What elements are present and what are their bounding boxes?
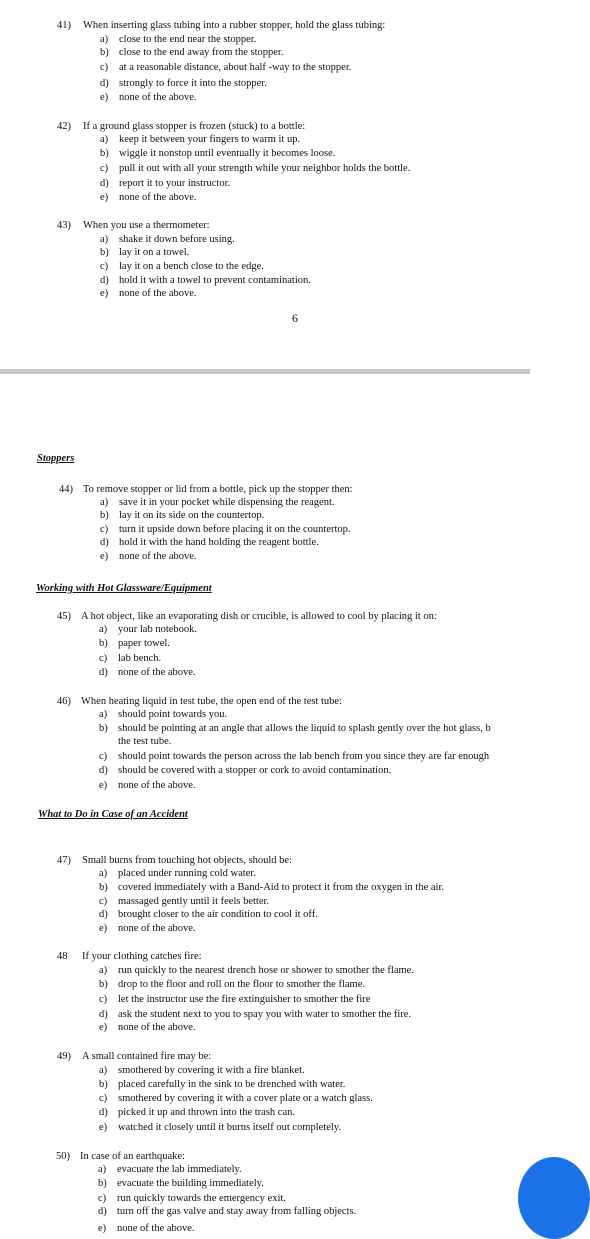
question-text: If your clothing catches fire: xyxy=(82,951,202,962)
question-number: 47) xyxy=(57,855,71,866)
option-text: wiggle it nonstop until eventually it becomes loose. xyxy=(119,148,336,159)
option-label: c) xyxy=(99,1093,108,1104)
option-text: your lab notebook. xyxy=(118,624,198,635)
option-text: turn off the gas valve and stay away from falling objects. xyxy=(117,1206,357,1217)
option-text: close to the end away from the stopper. xyxy=(119,47,284,58)
option-label: c) xyxy=(100,261,109,272)
section-heading-accident: What to Do in Case of an Accident xyxy=(38,809,188,820)
question-number: 43) xyxy=(57,220,71,231)
option-label: d) xyxy=(99,1107,108,1118)
option-text: none of the above. xyxy=(119,551,197,562)
option-label: d) xyxy=(100,178,109,189)
option-text: ask the student next to you to spay you with water to smother the fire. xyxy=(118,1009,412,1020)
option-label: a) xyxy=(100,234,109,245)
option-label: c) xyxy=(98,1193,107,1204)
option-text: none of the above. xyxy=(119,92,197,103)
option-text: at a reasonable distance, about half -way to the stopper. xyxy=(119,62,352,73)
question-text: When you use a thermometer: xyxy=(83,220,210,231)
option-text: should be covered with a stopper or cork to avoid contamination. xyxy=(118,765,392,776)
page-number: 6 xyxy=(292,311,298,325)
option-text: lay it on its side on the countertop. xyxy=(119,510,265,521)
option-text: hold it with a towel to prevent contamination. xyxy=(119,275,311,286)
option-label: e) xyxy=(99,780,108,791)
option-text: lay it on a bench close to the edge. xyxy=(119,261,264,272)
option-label: b) xyxy=(99,1079,108,1090)
option-text: turn it upside down before placing it on the countertop. xyxy=(119,524,351,535)
option-text: placed under running cold water. xyxy=(118,868,256,879)
option-label: d) xyxy=(100,275,109,286)
question-number: 49) xyxy=(57,1051,71,1062)
option-label: b) xyxy=(99,638,108,649)
option-label: e) xyxy=(99,1022,108,1033)
option-label: d) xyxy=(99,909,108,920)
option-text: shake it down before using. xyxy=(119,234,235,245)
option-text: none of the above. xyxy=(117,1223,195,1234)
option-text: should point towards the person across the lab bench from you since they are far enough xyxy=(118,751,490,762)
option-label: a) xyxy=(100,134,109,145)
option-label: a) xyxy=(99,709,108,720)
option-label: e) xyxy=(100,92,109,103)
option-text: should point towards you. xyxy=(118,709,228,720)
option-label: d) xyxy=(99,765,108,776)
option-text: brought closer to the air condition to cool it off. xyxy=(118,909,318,920)
option-text: run quickly towards the emergency exit. xyxy=(117,1193,286,1204)
option-label: d) xyxy=(100,537,109,548)
option-label: d) xyxy=(100,78,109,89)
option-text: keep it between your fingers to warm it up. xyxy=(119,134,301,145)
option-label: a) xyxy=(99,624,108,635)
option-label: c) xyxy=(100,163,109,174)
option-text: none of the above. xyxy=(118,1022,196,1033)
option-text: strongly to force it into the stopper. xyxy=(119,78,267,89)
question-number: 44) xyxy=(59,484,73,495)
question-number: 41) xyxy=(57,20,71,31)
question-text: To remove stopper or lid from a bottle, pick up the stopper then: xyxy=(83,484,353,495)
option-text: pull it out with all your strength while your neighbor holds the bottle. xyxy=(119,163,411,174)
option-label: b) xyxy=(100,510,109,521)
question-text: In case of an earthquake: xyxy=(80,1151,185,1162)
option-label: b) xyxy=(99,723,108,734)
question-number: 50) xyxy=(56,1151,70,1162)
option-label xyxy=(100,0,108,2)
floating-action-button[interactable] xyxy=(518,1157,590,1239)
option-label: a) xyxy=(100,497,109,508)
option-text: none of the above. xyxy=(119,192,197,203)
option-text: watched it closely until it burns itself out completely. xyxy=(118,1122,341,1133)
option-label: b) xyxy=(98,1178,107,1189)
option-label: e) xyxy=(98,1223,107,1234)
option-label: a) xyxy=(99,1065,108,1076)
cutoff-previous-option xyxy=(90,0,210,2)
question-number: 46) xyxy=(57,696,71,707)
option-text: covered immediately with a Band-Aid to protect it from the oxygen in the air. xyxy=(118,882,444,893)
option-label: d) xyxy=(99,667,108,678)
option-text: let the instructor use the fire extinguisher to smother the fire xyxy=(118,994,371,1005)
option-text: none of the above. xyxy=(118,923,196,934)
option-label: e) xyxy=(100,551,109,562)
option-label: b) xyxy=(100,47,109,58)
question-number: 45) xyxy=(57,611,71,622)
option-text: evacuate the lab immediately. xyxy=(117,1164,242,1175)
question-text: A hot object, like an evaporating dish or crucible, is allowed to cool by placing it on: xyxy=(81,611,437,622)
option-text: run quickly to the nearest drench hose or shower to smother the flame. xyxy=(118,965,414,976)
document-page-7 xyxy=(0,374,530,1239)
option-label: b) xyxy=(100,247,109,258)
option-text: drop to the floor and roll on the floor to smother the flame. xyxy=(118,979,365,990)
option-text: none of the above. xyxy=(118,780,196,791)
option-label: d) xyxy=(99,1009,108,1020)
option-text: none of the above. xyxy=(119,288,197,299)
option-text: lab bench. xyxy=(118,653,162,664)
option-label: b) xyxy=(100,148,109,159)
option-label: e) xyxy=(99,923,108,934)
option-text: none of the above. xyxy=(118,667,196,678)
option-text: report it to your instructor. xyxy=(119,178,231,189)
question-text: Small burns from touching hot objects, should be: xyxy=(82,855,292,866)
question-number: 42) xyxy=(57,121,71,132)
option-text: paper towel. xyxy=(118,638,170,649)
option-text: massaged gently until it feels better. xyxy=(118,896,270,907)
option-text: smothered by covering it with a fire blanket. xyxy=(118,1065,305,1076)
document-page-6 xyxy=(0,0,530,369)
option-label: b) xyxy=(99,882,108,893)
option-label: c) xyxy=(99,751,108,762)
option-label: c) xyxy=(99,994,108,1005)
question-text: If a ground glass stopper is frozen (stuck) to a bottle: xyxy=(83,121,306,132)
option-label: a) xyxy=(98,1164,107,1175)
option-text: hold it with the hand holding the reagent bottle. xyxy=(119,537,319,548)
option-label: a) xyxy=(99,868,108,879)
option-label: e) xyxy=(99,1122,108,1133)
option-label: a) xyxy=(99,965,108,976)
option-text-continued: the test tube. xyxy=(118,736,172,747)
question-text: When heating liquid in test tube, the open end of the test tube: xyxy=(81,696,342,707)
option-label: d) xyxy=(98,1206,107,1217)
section-heading-stoppers: Stoppers xyxy=(37,453,75,464)
option-label: b) xyxy=(99,979,108,990)
option-text: placed carefully in the sink to be drenched with water. xyxy=(118,1079,346,1090)
question-text: When inserting glass tubing into a rubber stopper, hold the glass tubing: xyxy=(83,20,386,31)
section-heading-hot-glassware: Working with Hot Glassware/Equipment xyxy=(36,583,212,594)
option-label: c) xyxy=(99,896,108,907)
option-text: smothered by covering it with a cover plate or a watch glass. xyxy=(118,1093,373,1104)
question-text: A small contained fire may be: xyxy=(82,1051,212,1062)
option-label: c) xyxy=(99,653,108,664)
question-number: 48 xyxy=(57,951,68,962)
option-label: e) xyxy=(100,288,109,299)
option-label: a) xyxy=(100,34,109,45)
option-label: c) xyxy=(100,62,109,73)
option-text: should be pointing at an angle that allows the liquid to splash gently over the hot glass, b xyxy=(118,723,491,734)
option-text: close to the end near the stopper. xyxy=(119,34,257,45)
option-text: picked it up and thrown into the trash can. xyxy=(118,1107,295,1118)
option-label: e) xyxy=(100,192,109,203)
option-text xyxy=(119,0,197,2)
option-text: evacuate the building immediately. xyxy=(117,1178,264,1189)
option-label: c) xyxy=(100,524,109,535)
option-text: lay it on a towel. xyxy=(119,247,190,258)
option-text: save it in your pocket while dispensing the reagent. xyxy=(119,497,335,508)
